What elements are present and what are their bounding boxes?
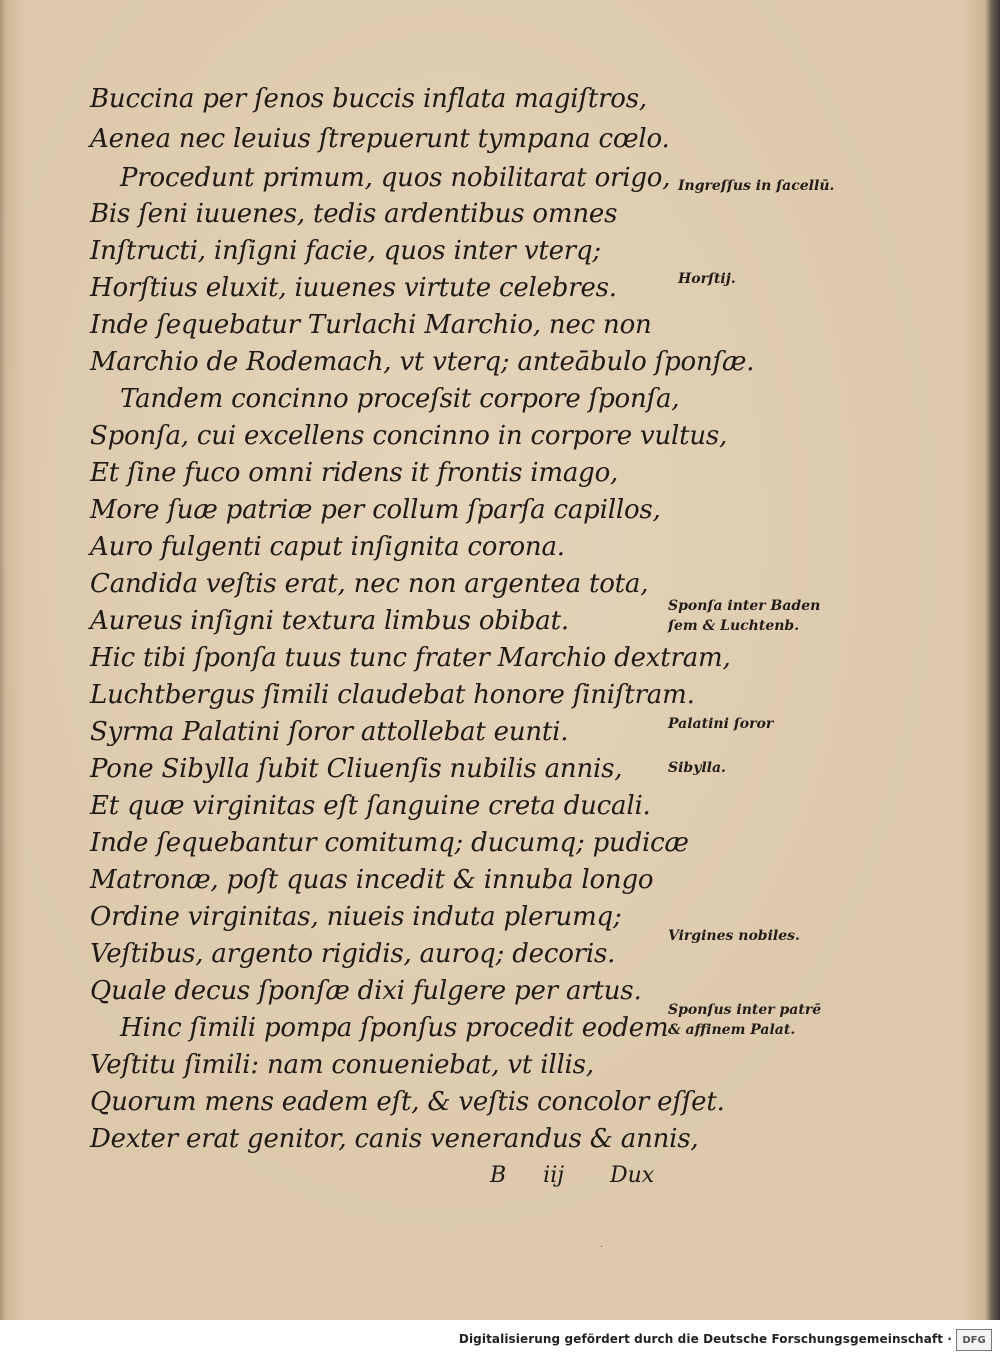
- poem-line: Buccina per ſenos buccis inflata magiſtros,: [90, 84, 647, 114]
- footer-bar: [0, 1320, 1000, 1360]
- poem-line: Horſtius eluxit, iuuenes virtute celebres.: [90, 273, 617, 303]
- margin-note: Virgines nobiles.: [668, 928, 800, 944]
- catchword: Dux: [610, 1163, 655, 1188]
- poem-line: Sponſa, cui excellens concinno in corpore vultus,: [90, 421, 728, 451]
- signature-mark: B iij: [490, 1163, 565, 1188]
- ink-speck: ·: [600, 1242, 604, 1253]
- poem-line: Ordine virginitas, niueis induta plerumq;: [90, 902, 622, 932]
- margin-note: Palatini ſoror: [668, 716, 774, 732]
- poem-line: Quorum mens eadem eſt, & veſtis concolor eſſet.: [90, 1087, 725, 1117]
- poem-line: Veſtibus, argento rigidis, auroq; decoris.: [90, 939, 616, 969]
- margin-note: Sponſa inter Baden: [668, 598, 821, 614]
- funding-notice: Digitalisierung gefördert durch die Deutsche Forschungsgemeinschaft ·: [458, 1332, 952, 1346]
- poem-line: Et ſine fuco omni ridens it frontis imago,: [90, 458, 619, 488]
- poem-line: Syrma Palatini ſoror attollebat eunti.: [90, 717, 569, 747]
- poem-line: Hic tibi ſponſa tuus tunc frater Marchio dextram,: [90, 643, 731, 673]
- poem-line: Procedunt primum, quos nobilitarat origo,: [120, 163, 671, 193]
- margin-note: Ingreſſus in ſacellū.: [678, 178, 835, 194]
- margin-note: ſem & Luchtenb.: [668, 618, 800, 634]
- poem-line: Marchio de Rodemach, vt vterq; anteābulo ſponſæ.: [90, 347, 755, 377]
- poem-line: Aenea nec leuius ſtrepuerunt tympana cœlo.: [90, 124, 670, 154]
- poem-line: Candida veſtis erat, nec non argentea tota,: [90, 569, 649, 599]
- poem-line: Et quæ virginitas eſt ſanguine creta ducali.: [90, 791, 651, 821]
- dfg-logo-icon: DFG: [956, 1329, 992, 1351]
- poem-line: Luchtbergus ſimili claudebat honore ſiniſtram.: [90, 680, 695, 710]
- poem-line: Veſtitu ſimili: nam conueniebat, vt illis,: [90, 1050, 594, 1080]
- poem-line: Inde ſequebantur comitumq; ducumq; pudicæ: [90, 828, 689, 858]
- margin-note: & affinem Palat.: [668, 1022, 796, 1038]
- poem-line: Matronæ, poſt quas incedit & innuba longo: [90, 865, 654, 895]
- margin-note: Sponſus inter patrē: [668, 1002, 822, 1018]
- margin-note: Horſtij.: [678, 271, 736, 287]
- margin-note: Sibylla.: [668, 760, 726, 776]
- poem-line: Hinc ſimili pompa ſponſus procedit eodem: [120, 1013, 669, 1043]
- poem-line: Aureus inſigni textura limbus obibat.: [90, 606, 569, 636]
- poem-line: Quale decus ſponſæ dixi fulgere per artus.: [90, 976, 642, 1006]
- poem-line: Inde ſequebatur Turlachi Marchio, nec non: [90, 310, 652, 340]
- poem-line: Inſtructi, inſigni facie, quos inter vterq;: [90, 236, 601, 266]
- poem-line: Bis ſeni iuuenes, tedis ardentibus omnes: [90, 199, 618, 229]
- poem-line: More ſuæ patriæ per collum ſparſa capillos,: [90, 495, 661, 525]
- poem-line: Pone Sibylla ſubit Cliuenſis nubilis annis,: [90, 754, 623, 784]
- poem-line: Auro fulgenti caput inſignita corona.: [90, 532, 565, 562]
- poem-line: Dexter erat genitor, canis venerandus & annis,: [90, 1124, 699, 1154]
- poem-line: Tandem concinno proceſsit corpore ſponſa,: [120, 384, 680, 414]
